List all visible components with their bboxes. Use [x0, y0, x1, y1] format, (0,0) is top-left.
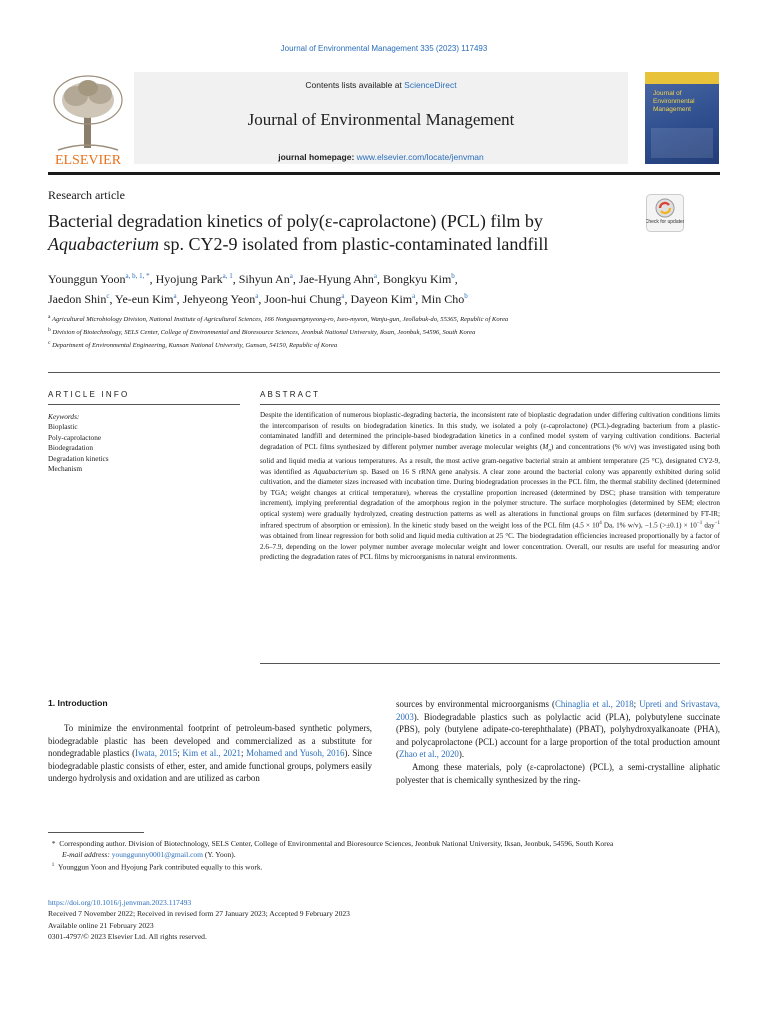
abstract-end-divider [260, 663, 720, 664]
affiliation: $^b$ Division of Biotechnology, SELS Center, College of Environmental and Bioresource Sciences, Jeonbuk National University, Iksan, Jeonbuk, 54596, South Korea [48, 327, 476, 337]
citation-link[interactable]: Mohamed and Yusoh, 2016 [246, 748, 345, 759]
citation-link[interactable]: Upreti and Srivastava, 2003 [396, 699, 720, 722]
author[interactable]: Jae-Hyung Ahn$^a$ [298, 272, 377, 286]
keywords-label: Keywords: [48, 412, 80, 421]
sciencedirect-link[interactable]: ScienceDirect [404, 80, 457, 90]
equal-contribution-note: $^1$ Younggun Yoon and Hyojung Park contributed equally to this work. [51, 862, 263, 872]
citation-link[interactable]: Chinaglia et al., 2018 [554, 699, 634, 709]
check-updates-icon [646, 194, 684, 232]
homepage-line [134, 152, 628, 162]
title-line-2: sp. CY2-9 isolated from plastic-contaminated landfill [158, 234, 549, 254]
abstract-body: Despite the identification of numerous bioplastic-degrading bacteria, the inconsistent rate of bioplastic degradation under differing cultivation conditions limits the intercomparison of results on biodegradation kinetics. In this study, we isolated a poly (ε-caprolactone) (PCL)-degrading bacterium from a plastic-contaminated landfill and determined the principle-based biodegradation kinetics in a confined model system of varying cultivation conditions. Bacterial degradation of PCL films synthesized by different polymer number average molecular weights $(M_n)$ and concentrations (% w/v) was investigated using both solid and liquid media at various temperatures. As a result, the most active gram-negative bacterial strain at ambient temperature (25 °C), designated CY2-9, was identified as Aquabacterium sp. Based on 16 S rRNA gene analysis. A clear zone around the bacterial colony was apparently exhibited during solid cultivation, and the diameter sizes increased with incubation time. During biodegradation processes in the PCL film, the thermal stability declined (determined by TGA; weight changes at critical temperature), whereas the crystalline proportion increased (determined by DSC; phase transition with temperature increment), implying preferential degradation of the amorphous region in the polymer structure. The surface morphologies (determined by SEM; electron optical system) were gradually hydrolyzed, creating destruction patterns as well as alterations in functional groups on film surfaces (determined by FT-IR; infrared spectrum of absorption or emission). In the kinetic study based on the weight loss of the PCL film ($4.5 \times 10^4$ Da, 1% w/v), −1.5 $(>\pm 0.1) \times 10^{-1}$ day$^{-1}$ was obtained from linear regression for both solid and liquid media cultivation at 25 °C. The biodegradation efficiencies increased proportionally by a factor of 2.6–7.9, depending on the lower polymer number average molecular weight and lower concentration. Overall, our results are useful for measuring and/or predicting the degradation rates of PCL films by microorganisms in natural environments. [260, 411, 720, 562]
received-dates: Received 7 November 2022; Received in revised form 27 January 2023; Accepted 9 February 2023 [48, 909, 350, 919]
masthead-divider [48, 172, 720, 175]
affiliation-list [48, 312, 648, 352]
author[interactable]: Hyojung Park$^{a, 1}$ [155, 272, 233, 286]
journal-masthead [48, 70, 628, 170]
introduction-column-2 [396, 698, 720, 786]
author[interactable]: Dayeon Kim$^a$ [350, 292, 416, 306]
elsevier-tree-icon [48, 70, 128, 168]
affiliation: $^a$ Agricultural Microbiology Division, National Institute of Agricultural Sciences, 166 Nongsaengmyeong-ro, Iseo-myeon, Wanju-gun, Jeollabuk-do, 55365, Republic of Korea [48, 314, 509, 324]
article-metadata [48, 897, 720, 943]
abstract-heading: ABSTRACT [260, 390, 321, 399]
homepage-prefix: journal homepage: [278, 152, 357, 162]
paragraph: sources by environmental microorganisms (Chinaglia et al., 2018; Upreti and Srivastava, 2003). Biodegradable plastics such as polylactic acid (PLA), polybutylene succinate (PBS), poly (butylene adipate-co-terephthalate) (PBAT), polyhydroxyalkanoate (PHA), and polycaprolactone (PCL) account for a large proportion of the total production amount (Zhao et al., 2020). [396, 699, 720, 760]
article-title [48, 210, 628, 256]
author[interactable]: Min Cho$^b$ [421, 292, 468, 306]
keyword: Bioplastic [48, 422, 78, 432]
author[interactable]: Jaedon Shin$^c$ [48, 292, 110, 306]
contents-line [134, 80, 628, 90]
keyword: Degradation kinetics [48, 453, 109, 463]
journal-cover-image[interactable] [645, 72, 719, 164]
check-for-updates-button[interactable] [646, 194, 684, 232]
keywords-block [48, 412, 240, 474]
author-list: Younggun Yoon$^{a, b, 1, *}$, Hyojung Park$^{a, 1}$, Sihyun An$^a$, Jae-Hyung Ahn$^a$, Bongkyu Kim$^b$, Jaedon Shin$^c$, Ye-eun Kim$^a$, Jehyeong Yeon$^a$, Joon-hui Chung$^a$, Dayeon Kim$^a$, Min Cho$^b$ [48, 272, 468, 306]
journal-reference[interactable]: Journal of Environmental Management 335 (2023) 117493 [280, 44, 488, 53]
homepage-link[interactable]: www.elsevier.com/locate/jenvman [356, 152, 484, 162]
paragraph: Among these materials, poly (ε-caprolactone) (PCL), a semi-crystalline aliphatic polyester that is chemically synthesized by the ring- [396, 761, 720, 785]
article-info-heading: ARTICLE INFO [48, 390, 130, 399]
citation-link[interactable]: Zhao et al., 2020 [398, 749, 459, 760]
citation-link[interactable]: Iwata, 2015 [135, 748, 178, 759]
email-link[interactable]: younggunny0001@gmail.com [111, 850, 203, 859]
doi-link[interactable]: https://doi.org/10.1016/j.jenvman.2023.117493 [48, 898, 192, 907]
footnotes [48, 838, 720, 873]
author[interactable]: Ye-eun Kim$^a$ [115, 292, 177, 306]
citation-link[interactable]: Kim et al., 2021 [182, 748, 241, 759]
contents-prefix: Contents lists available at [305, 80, 405, 90]
article-type: Research article [48, 188, 125, 202]
copyright: 0301-4797/© 2023 Elsevier Ltd. All rights reserved. [48, 932, 207, 942]
corresponding-author-note: * Corresponding author. Division of Biotechnology, SELS Center, College of Environmental and Bioresource Sciences, Jeonbuk National University, Iksan, Jeonbuk, 54596, South Korea [51, 839, 614, 848]
keyword: Mechanism [48, 464, 83, 474]
cover-title: Journal of Environmental Management [653, 90, 695, 113]
keyword: Biodegradation [48, 443, 93, 453]
header-divider [48, 372, 720, 373]
elsevier-wordmark: ELSEVIER [54, 153, 122, 168]
affiliation: $^c$ Department of Environmental Engineering, Kunsan National University, Gunsan, 54150, Republic of Korea [48, 340, 338, 350]
author[interactable]: Joon-hui Chung$^a$ [264, 292, 345, 306]
title-line-1: Bacterial degradation kinetics of poly(ε-caprolactone) (PCL) film by [48, 211, 543, 231]
masthead-panel [134, 72, 628, 164]
footnote-divider [48, 832, 144, 833]
author[interactable]: Sihyun An$^a$ [238, 272, 293, 286]
check-updates-label: Check for updates [646, 219, 684, 225]
author[interactable]: Jehyeong Yeon$^a$ [182, 292, 259, 306]
keyword: Poly-caprolactone [48, 432, 102, 442]
elsevier-logo[interactable] [48, 70, 128, 168]
author[interactable]: Bongkyu Kim$^b$ [382, 272, 455, 286]
journal-title: Journal of Environmental Management [247, 110, 515, 129]
email-note: E-mail address: younggunny0001@gmail.com (Y. Yoon). [62, 850, 236, 859]
article-info-divider [48, 404, 240, 405]
author[interactable]: Younggun Yoon$^{a, b, 1, *}$ [48, 272, 150, 286]
title-species: Aquabacterium [48, 234, 159, 254]
available-online-date: Available online 21 February 2023 [48, 920, 154, 930]
introduction-heading: 1. Introduction [48, 698, 108, 708]
introduction-column-1: To minimize the environmental footprint of petroleum-based synthetic polymers, biodegradable plastic has been developed and commercialized as a substitute for nondegradable plastics (Iwata, 2015; Kim et al., 2021; Mohamed and Yusoh, 2016). Since biodegradable plastic consists of ether, ester, and amide functional groups, polymers easily undergo hydrolysis and oxidation and are utilized as carbon [48, 723, 372, 784]
abstract-divider [260, 404, 720, 405]
